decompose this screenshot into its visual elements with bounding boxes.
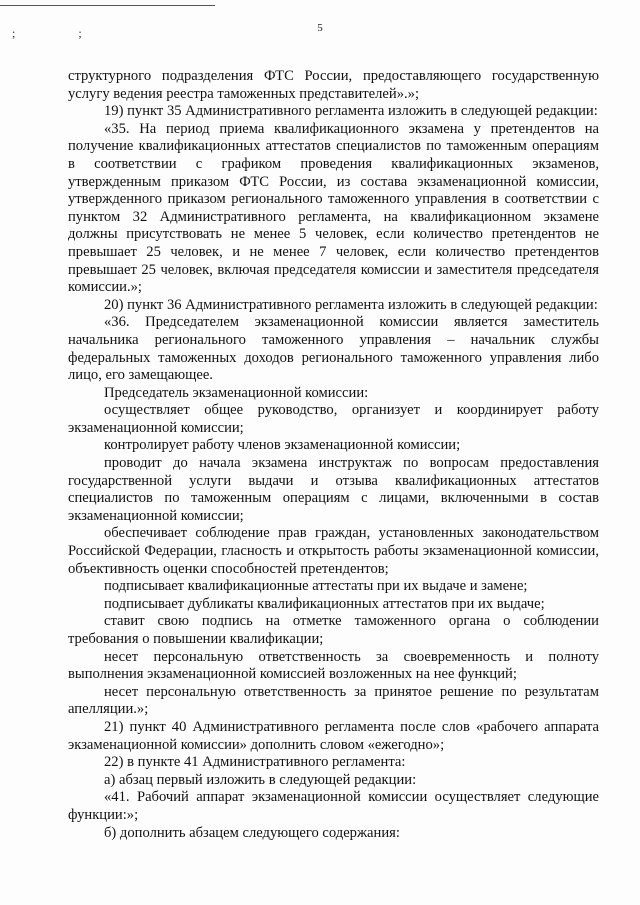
- paragraph-duty: осуществляет общее руководство, организует и координирует работу экзаменационной комиссии;: [68, 402, 599, 436]
- paragraph-duty: контролирует работу членов экзаменационной комиссии;: [104, 437, 461, 454]
- paragraph-subitem-b: б) дополнить абзацем следующего содержания:: [104, 824, 400, 841]
- scan-edge-line: [0, 5, 215, 6]
- paragraph-duty: подписывает квалификационные аттестаты при их выдаче и замене;: [104, 578, 528, 595]
- paragraph-item-22: 22) в пункте 41 Административного регламента:: [104, 754, 406, 771]
- paragraph-duty: проводит до начала экзамена инструктаж по вопросам предоставления государственной услуги выдачи и отзыва квалификационных аттестатов специалистов по таможенным операциям с лицами, включенными в состав экзаменационной комиссии;: [68, 455, 599, 524]
- paragraph-duty: ставит свою подпись на отметке таможенного органа о соблюдении требования о повышении квалификации;: [68, 613, 599, 647]
- paragraph-clause-36: «36. Председателем экзаменационной комиссии является заместитель начальника регионального таможенного управления – начальник службы федеральных таможенных доходов регионального таможенного управления либо лицо, его замещающее.: [68, 314, 599, 384]
- paragraph-clause-41: «41. Рабочий аппарат экзаменационной комиссии осуществляет следующие функции:»;: [68, 789, 599, 823]
- paragraph-duty: обеспечивает соблюдение прав граждан, установленных законодательством Российской Федерации, гласность и открытость работы экзаменационной комиссии, объективность оценки способностей претендентов;: [68, 525, 599, 577]
- paragraph-item-20: 20) пункт 36 Административного регламента изложить в следующей редакции:: [104, 296, 598, 313]
- paragraph-item-19: 19) пункт 35 Административного регламента изложить в следующей редакции:: [104, 103, 598, 120]
- paragraph-duty: несет персональную ответственность за принятое решение по результатам апелляции.»;: [68, 683, 599, 718]
- scan-artifact-marks: ; ;: [12, 26, 112, 40]
- paragraph-continuation: структурного подразделения ФТС России, предоставляющего государственную услугу ведения реестра таможенных представителей».»;: [68, 68, 599, 102]
- page-number: 5: [317, 22, 323, 34]
- paragraph-duty: подписывает дубликаты квалификационных аттестатов при их выдаче;: [104, 595, 545, 612]
- document-body: [68, 68, 599, 842]
- paragraph-item-21: 21) пункт 40 Административного регламента после слов «рабочего аппарата экзаменационной комиссии» дополнить словом «ежегодно»;: [68, 718, 599, 753]
- paragraph-clause-35: «35. На период приема квалификационного экзамена у претендентов на получение квалификационных аттестатов специалистов по таможенным операциям в соответствии с графиком проведения квалификационных экзаменов, утвержденным приказом ФТС России, из состава экзаменационной комиссии, утвержденного приказом регионального таможенного управления в соответствии с пунктом 32 Административного регламента, на квалификационном экзамене должны присутствовать не менее 5 человек, если количество претендентов не превышает 25 человек, и не менее 7 человек, если количество претендентов превышает 25 человек, включая председателя комиссии и заместителя председателя комиссии.»;: [68, 120, 599, 296]
- paragraph-chair-heading: Председатель экзаменационной комиссии:: [104, 384, 369, 401]
- paragraph-subitem-a: а) абзац первый изложить в следующей редакции:: [104, 771, 417, 788]
- paragraph-duty: несет персональную ответственность за своевременность и полноту выполнения экзаменационной комиссией возложенных на нее функций;: [68, 648, 599, 683]
